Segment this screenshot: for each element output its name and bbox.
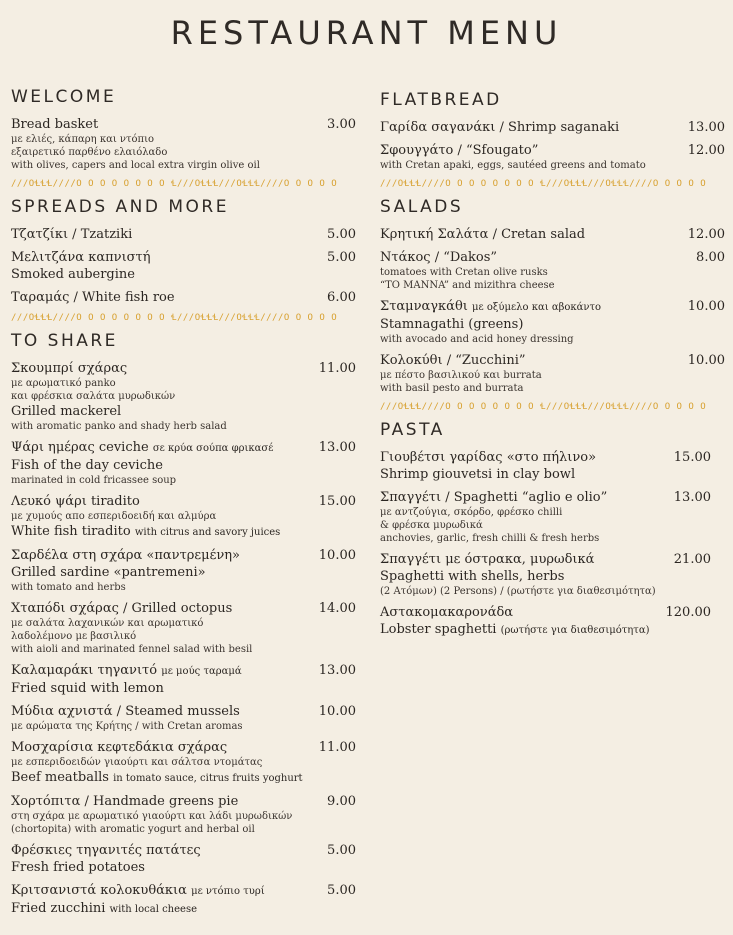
item-price: 10.00: [687, 299, 725, 314]
section-title-salads: SALADS: [380, 197, 464, 217]
menu-item-taramas: [11, 289, 356, 306]
item-price: 8.00: [696, 250, 725, 265]
item-name-en-text: Beef meatballs: [11, 770, 109, 785]
item-price: 6.00: [327, 290, 356, 305]
ornamental-divider: ///OꞭꞭꞭ////O O O O O O O O Ɬ///OꞭꞭꞭ///OꞭꞭꞭ////O O O O O: [11, 313, 338, 323]
section-title-pasta: PASTA: [380, 420, 445, 440]
item-price: 11.00: [318, 361, 356, 376]
item-desc: with olives, capers and local extra virgin olive oil: [11, 160, 260, 171]
item-desc: anchovies, garlic, fresh chilli & fresh herbs: [380, 533, 600, 544]
item-name-en: Grilled mackerel: [11, 404, 122, 419]
item-desc-en: with avocado and acid honey dressing: [380, 334, 574, 345]
section-salads: [380, 196, 725, 395]
item-desc: με σαλάτα λαχανικών και αρωματικό: [11, 618, 204, 629]
ornamental-divider: ///OꞭꞭꞭ////O O O O O O O O Ɬ///OꞭꞭꞭ///OꞭꞭꞭ////O O O O O: [11, 179, 338, 189]
item-name: Φρέσκιες τηγανιτές πατάτες: [11, 843, 201, 858]
item-desc: με εσπεριδοειδών γιαούρτι και σάλτσα ντομάτας: [11, 757, 263, 768]
item-price: 12.00: [687, 227, 725, 242]
item-desc: (chortopita) with aromatic yogurt and herbal oil: [11, 824, 255, 835]
menu-item-steamed-mussels: [11, 703, 356, 733]
item-name: Λευκό ψάρι tiradito: [11, 494, 140, 509]
item-desc-en: marinated in cold fricassee soup: [11, 475, 177, 486]
section-flatbread: [380, 89, 725, 172]
item-desc: και φρέσκια σαλάτα μυρωδικών: [11, 391, 176, 402]
item-desc: με ελιές, κάπαρη και ντόπιο: [11, 134, 155, 145]
item-inline-desc: (ρωτήστε για διαθεσιμότητα): [500, 625, 650, 636]
item-desc: εξαιρετικό παρθένο ελαιόλαδο: [11, 147, 168, 158]
menu-item-grilled-mackerel: [11, 360, 356, 433]
menu-item-tzatziki: [11, 226, 356, 243]
menu-item-shrimp-saganaki: [380, 119, 725, 136]
item-price: 13.00: [318, 663, 356, 678]
menu-item-fried-potatoes: [11, 842, 356, 876]
item-name: Ντάκος / “Dakos”: [380, 250, 498, 265]
item-name-text: Καλαμαράκι τηγανιτό: [11, 663, 158, 678]
item-name-en-text: White fish tiradito: [11, 524, 131, 539]
menu-item-tiradito: [11, 493, 356, 541]
menu-item-shrimp-giouvetsi: [380, 449, 725, 483]
item-price: 10.00: [687, 353, 725, 368]
item-price: 5.00: [327, 250, 356, 265]
item-price: 11.00: [318, 740, 356, 755]
menu-item-grilled-octopus: [11, 600, 356, 656]
item-price: 13.00: [687, 120, 725, 135]
item-name-en-text: Fried zucchini: [11, 901, 106, 916]
item-name-en: Spaghetti with shells, herbs: [380, 569, 565, 584]
item-name: Ταραμάς / White fish roe: [11, 290, 175, 305]
item-name: Γιουβέτσι γαρίδας «στο πήλινο»: [380, 450, 597, 465]
item-desc: “TO MANNA” and mizithra cheese: [380, 280, 555, 291]
item-name-en: Stamnagathi (greens): [380, 317, 524, 332]
item-name: Σκουμπρί σχάρας: [11, 361, 128, 376]
menu-item-cretan-salad: [380, 226, 725, 243]
item-price: 10.00: [318, 548, 356, 563]
section-welcome: [11, 86, 356, 172]
item-name: [11, 439, 356, 457]
menu-item-bread-basket: [11, 116, 356, 172]
section-title-flatbread: FLATBREAD: [380, 90, 502, 110]
item-name-en: Grilled sardine «pantremeni»: [11, 565, 206, 580]
item-inline-desc: with citrus and savory juices: [134, 527, 281, 538]
item-price: 15.00: [673, 450, 711, 465]
item-name-en: [11, 769, 356, 787]
ornamental-divider: ///OꞭꞭꞭ////O O O O O O O O Ɬ///OꞭꞭꞭ///OꞭꞭꞭ////O O O O O: [380, 179, 707, 189]
item-price: 12.00: [687, 143, 725, 158]
item-price: 9.00: [327, 794, 356, 809]
item-name: Μελιτζάνα καπνιστή: [11, 250, 151, 265]
menu-item-stamnagathi: [380, 298, 725, 346]
item-name: Κολοκύθι / “Zucchini”: [380, 353, 526, 368]
menu-item-zucchini: [380, 352, 725, 395]
item-desc: με πέστο βασιλικού και burrata: [380, 370, 542, 381]
menu-item-fried-zucchini: [11, 882, 356, 918]
item-desc: με αρωματικό panko: [11, 378, 116, 389]
item-inline-desc: in tomato sauce, citrus fruits yoghurt: [113, 773, 303, 784]
item-name: Αστακομακαρονάδα: [380, 605, 514, 620]
item-name-en: Fresh fried potatoes: [11, 860, 145, 875]
item-desc: με αρώματα της Κρήτης / with Cretan aromas: [11, 721, 243, 732]
item-name: Μοσχαρίσια κεφτεδάκια σχάρας: [11, 740, 228, 755]
menu-item-sfougato: [380, 142, 725, 172]
item-desc-en: with aromatic panko and shady herb salad: [11, 421, 227, 432]
item-desc: with basil pesto and burrata: [380, 383, 524, 394]
item-desc: with aioli and marinated fennel salad with besil: [11, 644, 253, 655]
item-name: Σπαγγέτι με όστρακα, μυρωδικά: [380, 552, 595, 567]
item-name: [11, 662, 356, 680]
menu-item-smoked-aubergine: [11, 249, 356, 283]
item-name-en: Fish of the day ceviche: [11, 458, 163, 473]
menu-item-spaghetti-shells: [380, 551, 725, 598]
menu-item-grilled-sardine: [11, 547, 356, 594]
item-price: 14.00: [318, 601, 356, 616]
menu-item-fried-squid: [11, 662, 356, 697]
item-desc: tomatoes with Cretan olive rusks: [380, 267, 548, 278]
menu-item-greens-pie: [11, 793, 356, 836]
item-inline-desc: με μούς ταραμά: [161, 666, 242, 677]
item-name: [11, 882, 356, 900]
section-title-spreads: SPREADS AND MORE: [11, 197, 229, 217]
item-name: Γαρίδα σαγανάκι / Shrimp saganaki: [380, 120, 620, 135]
item-name: [380, 298, 725, 316]
right-column: [380, 89, 725, 645]
item-price: 5.00: [327, 843, 356, 858]
item-price: 21.00: [673, 552, 711, 567]
menu-item-beef-meatballs: [11, 739, 356, 787]
item-name: Χορτόπιτα / Handmade greens pie: [11, 794, 239, 809]
item-desc: & φρέσκα μυρωδικά: [380, 520, 483, 531]
item-price: 13.00: [318, 440, 356, 455]
item-inline-desc: σε κρύα σούπα φρικασέ: [152, 443, 274, 454]
item-desc: λαδολέμονο με βασιλικό: [11, 631, 137, 642]
section-title-welcome: WELCOME: [11, 87, 117, 107]
item-price: 5.00: [327, 227, 356, 242]
left-column: [11, 86, 356, 924]
item-name-text: Κριτσανιστά κολοκυθάκια: [11, 883, 187, 898]
item-name-en: Smoked aubergine: [11, 267, 135, 282]
item-name: Χταπόδι σχάρας / Grilled octopus: [11, 601, 233, 616]
item-name: Bread basket: [11, 117, 99, 132]
item-name-en: [11, 900, 356, 918]
item-inline-desc: με ντόπιο τυρί: [191, 886, 265, 897]
item-price: 10.00: [318, 704, 356, 719]
item-price: 3.00: [327, 117, 356, 132]
item-name-en: [380, 621, 725, 639]
item-name-text: Ψάρι ημέρας ceviche: [11, 440, 149, 455]
menu-item-dakos: [380, 249, 725, 292]
item-desc: with Cretan apaki, eggs, sautéed greens and tomato: [380, 160, 646, 171]
item-name-en: Fried squid with lemon: [11, 681, 164, 696]
section-to-share: [11, 330, 356, 918]
menu-item-lobster-spaghetti: [380, 604, 725, 639]
section-spreads: [11, 196, 356, 306]
item-name: Τζατζίκι / Tzatziki: [11, 227, 133, 242]
item-name: Κρητική Σαλάτα / Cretan salad: [380, 227, 586, 242]
item-name-en-text: Lobster spaghetti: [380, 622, 497, 637]
menu-item-ceviche: [11, 439, 356, 487]
item-desc: στη σχάρα με αρωματικό γιαούρτι και λάδι μυρωδικών: [11, 811, 293, 822]
item-price: 13.00: [673, 490, 711, 505]
item-name: Μύδια αχνιστά / Steamed mussels: [11, 704, 240, 719]
section-title-to-share: TO SHARE: [11, 331, 118, 351]
item-inline-desc: with local cheese: [109, 904, 198, 915]
section-pasta: [380, 419, 725, 639]
item-desc: με αντζούγια, σκόρδο, φρέσκο chilli: [380, 507, 563, 518]
item-price: 5.00: [327, 883, 356, 898]
item-name: Σφουγγάτο / “Sfougato”: [380, 143, 539, 158]
item-name: Σαρδέλα στη σχάρα «παντρεμένη»: [11, 548, 240, 563]
item-inline-desc: με οξύμελο και αβοκάντο: [472, 302, 602, 313]
menu-title: RESTAURANT MENU: [170, 14, 563, 52]
item-name-en: Shrimp giouvetsi in clay bowl: [380, 467, 576, 482]
menu-item-aglio-olio: [380, 489, 725, 545]
item-desc: με χυμούς απο εσπεριδοειδή και αλμύρα: [11, 511, 217, 522]
item-price: 15.00: [318, 494, 356, 509]
item-price: 120.00: [665, 605, 711, 620]
item-name-en: [11, 523, 356, 541]
ornamental-divider: ///OꞭꞭꞭ////O O O O O O O O Ɬ///OꞭꞭꞭ///OꞭꞭꞭ////O O O O O: [380, 402, 707, 412]
item-name-text: Σταμναγκάθι: [380, 299, 468, 314]
item-desc-en: (2 Ατόμων) (2 Persons) / (ρωτήστε για διαθεσιμότητα): [380, 586, 656, 597]
item-name: Σπαγγέτι / Spaghetti “aglio e olio”: [380, 490, 608, 505]
item-desc-en: with tomato and herbs: [11, 582, 126, 593]
